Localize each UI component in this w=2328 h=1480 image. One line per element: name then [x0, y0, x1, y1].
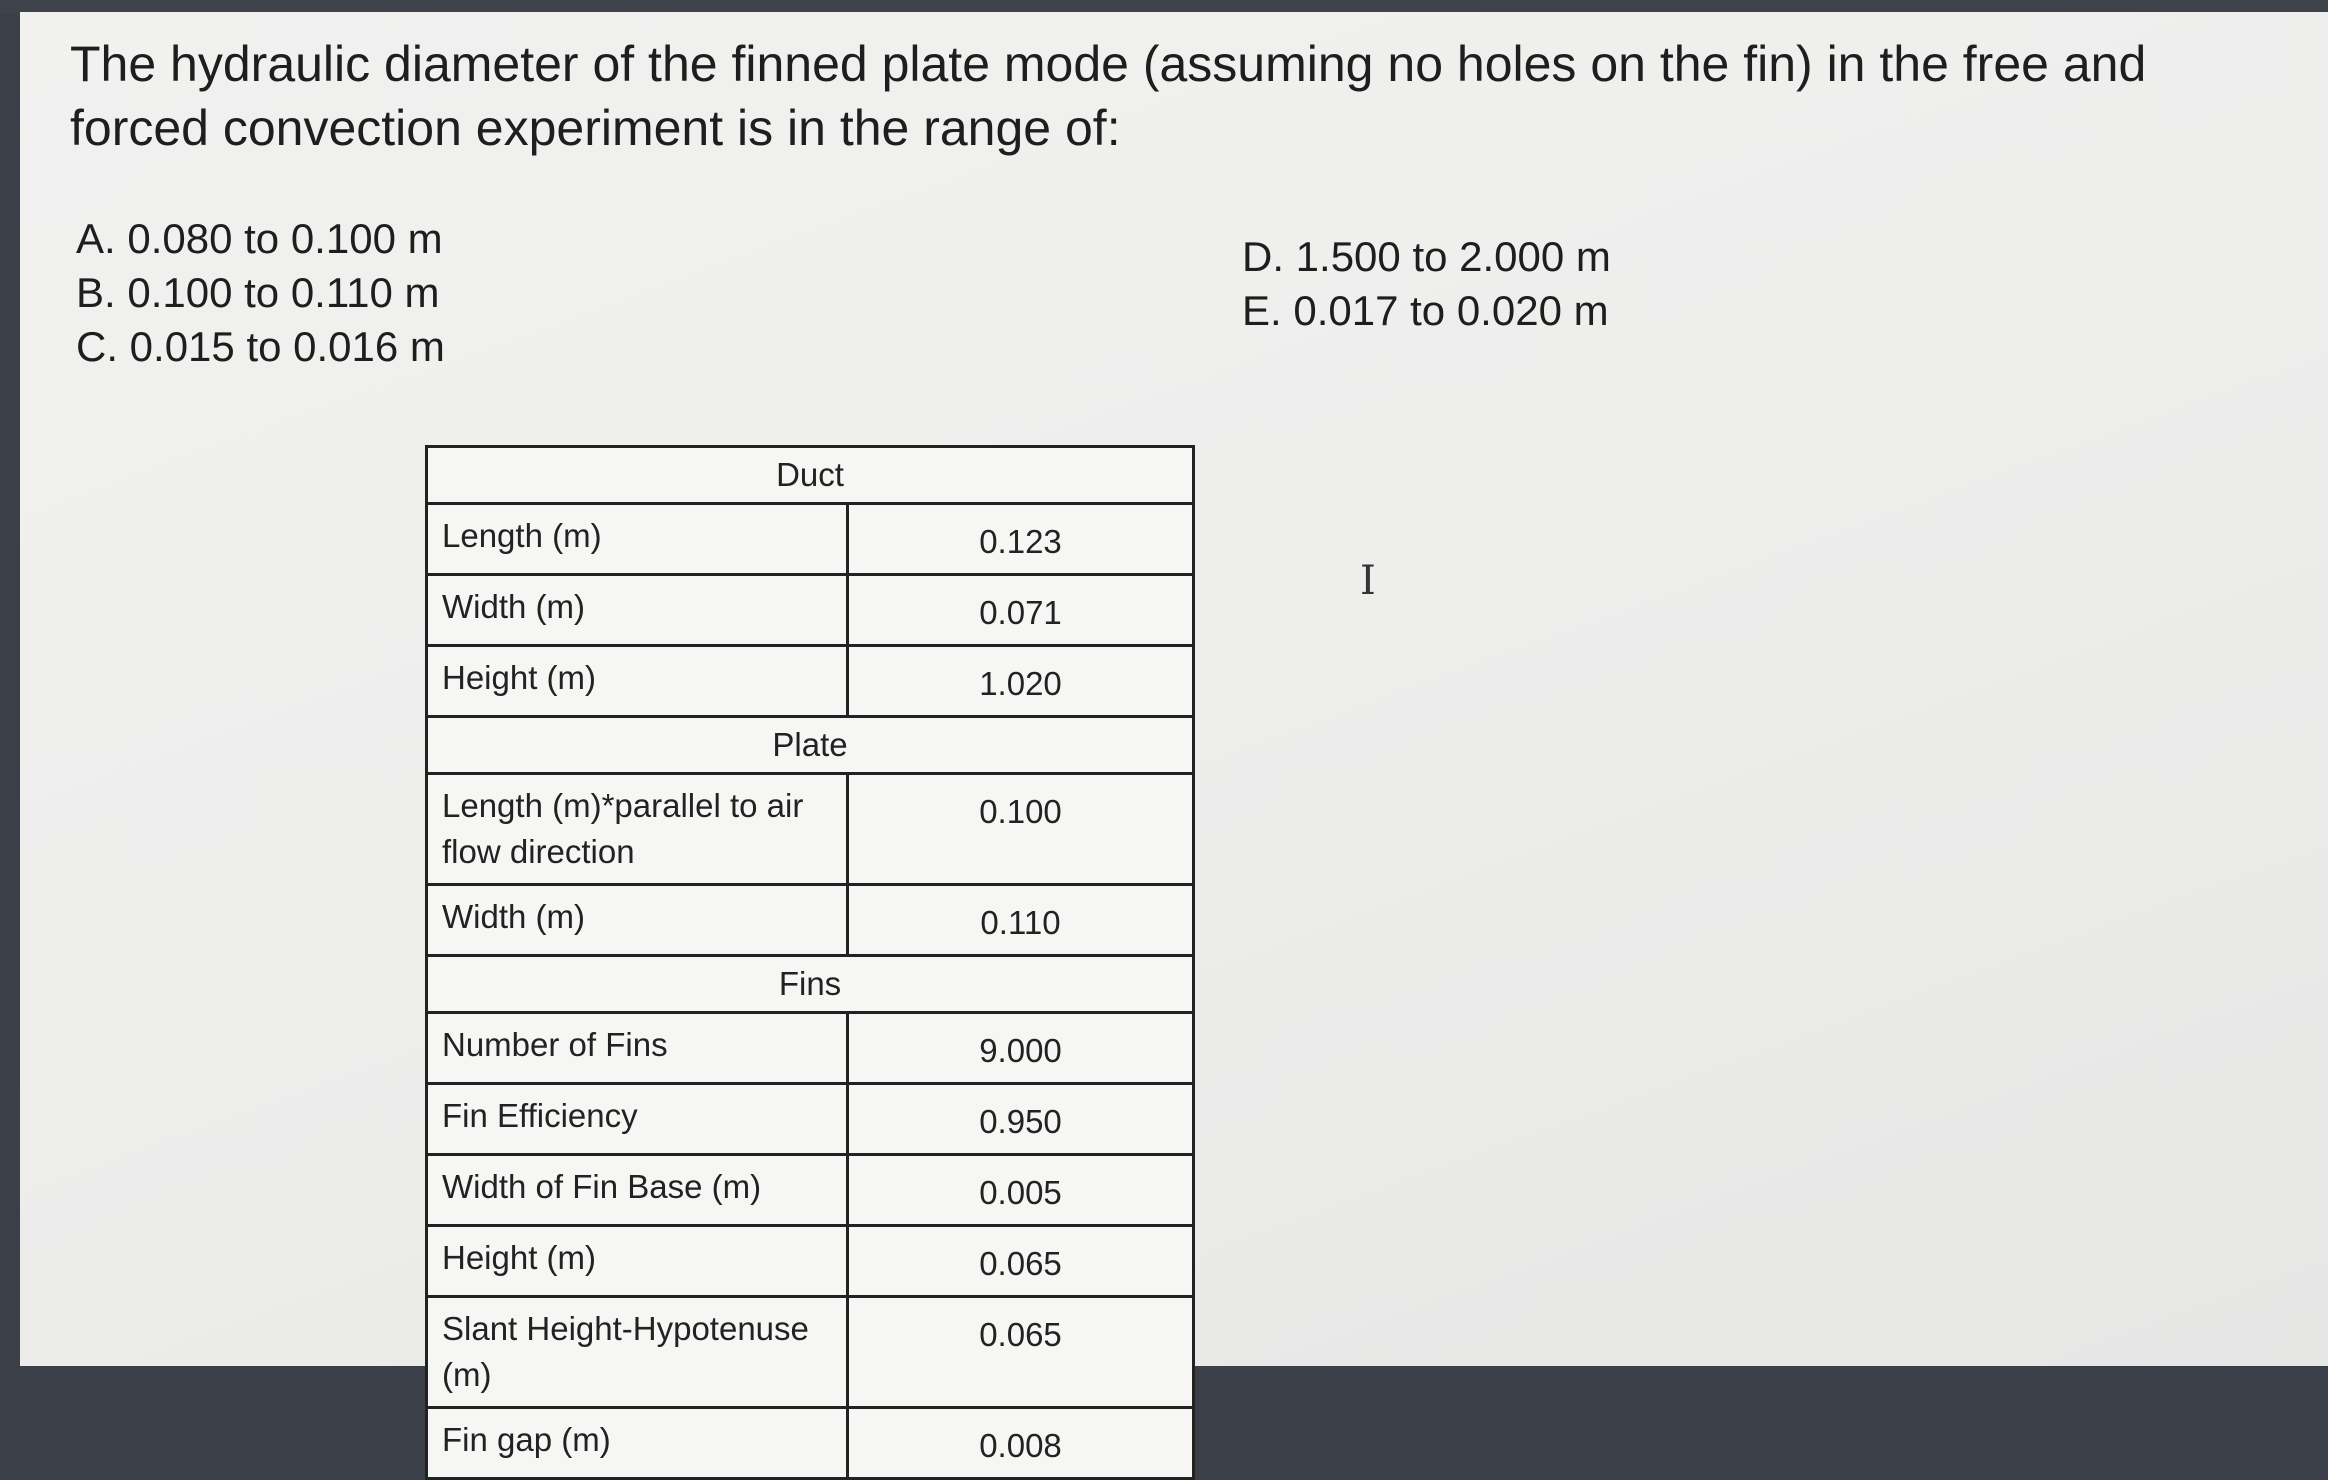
row-value: 0.008 — [848, 1408, 1194, 1479]
parameters-table — [425, 445, 1195, 1480]
row-value: 1.020 — [848, 646, 1194, 717]
row-label: Width (m) — [427, 575, 848, 646]
plate-section-header — [427, 717, 1194, 774]
row-label: Length (m)*parallel to air flow direction — [427, 774, 848, 885]
option-a[interactable]: A. 0.080 to 0.100 m — [76, 215, 443, 262]
row-value: 0.071 — [848, 575, 1194, 646]
duct-section-header — [427, 447, 1194, 504]
row-value: 0.110 — [848, 885, 1194, 956]
row-value: 0.005 — [848, 1155, 1194, 1226]
row-value: 0.100 — [848, 774, 1194, 885]
row-value: 0.123 — [848, 504, 1194, 575]
table-row — [427, 646, 1194, 717]
row-value: 0.065 — [848, 1297, 1194, 1408]
question-text: The hydraulic diameter of the finned plate mode (assuming no holes on the fin) in the free and forced convection experiment is in the range of: — [70, 36, 2147, 156]
table-row — [427, 885, 1194, 956]
row-value: 0.950 — [848, 1084, 1194, 1155]
table-row — [427, 1084, 1194, 1155]
section-header-duct: Duct — [427, 447, 1194, 504]
row-label: Number of Fins — [427, 1013, 848, 1084]
table-row — [427, 575, 1194, 646]
row-label: Fin Efficiency — [427, 1084, 848, 1155]
table-row — [427, 1408, 1194, 1479]
fins-section-header — [427, 956, 1194, 1013]
option-c[interactable]: C. 0.015 to 0.016 m — [76, 323, 445, 370]
row-value: 9.000 — [848, 1013, 1194, 1084]
table-row — [427, 1013, 1194, 1084]
table-row — [427, 1155, 1194, 1226]
section-header-fins: Fins — [427, 956, 1194, 1013]
option-b[interactable]: B. 0.100 to 0.110 m — [76, 269, 440, 316]
option-e[interactable]: E. 0.017 to 0.020 m — [1242, 287, 1609, 334]
answer-options-right — [1242, 230, 1611, 338]
row-label: Width (m) — [427, 885, 848, 956]
table-row — [427, 1297, 1194, 1408]
text-cursor-icon: Ι — [1360, 558, 1376, 604]
table-row — [427, 504, 1194, 575]
section-header-plate: Plate — [427, 717, 1194, 774]
row-label: Length (m) — [427, 504, 848, 575]
row-value: 0.065 — [848, 1226, 1194, 1297]
row-label: Fin gap (m) — [427, 1408, 848, 1479]
row-label: Width of Fin Base (m) — [427, 1155, 848, 1226]
screen — [20, 12, 2328, 1464]
table-row — [427, 774, 1194, 885]
answer-options-left — [76, 212, 445, 374]
row-label: Slant Height-Hypotenuse (m) — [427, 1297, 848, 1408]
table-row — [427, 1226, 1194, 1297]
option-d[interactable]: D. 1.500 to 2.000 m — [1242, 233, 1611, 280]
row-label: Height (m) — [427, 1226, 848, 1297]
row-label: Height (m) — [427, 646, 848, 717]
